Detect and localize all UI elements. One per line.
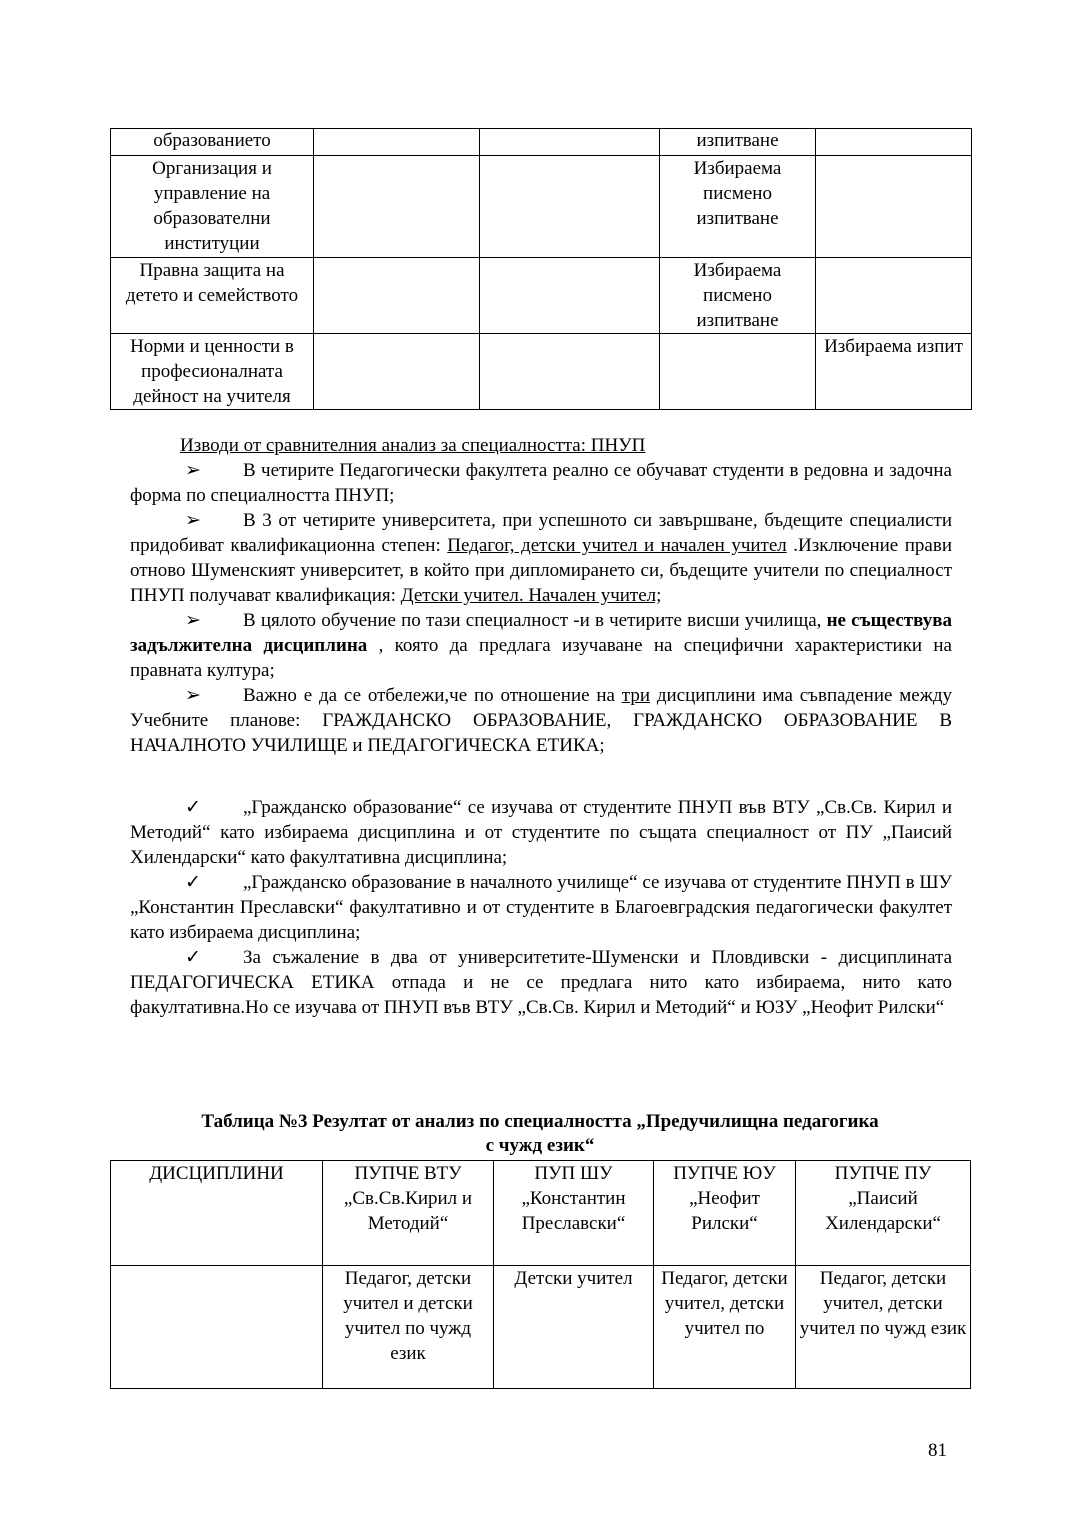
table-row xyxy=(111,156,972,258)
table-cell xyxy=(480,129,660,156)
table-cell xyxy=(314,156,480,258)
checkmark-icon: ✓ xyxy=(185,797,201,818)
header-cell: ДИСЦИПЛИНИ xyxy=(111,1161,323,1266)
table-row xyxy=(111,129,972,156)
paragraph-text: „Гражданско образование в началното училище“ се изучава от студентите ПНУП в ШУ „Константин Преславски“ факултативно и от студентите в Благоевградския педагогически факултет като избираема дисциплина; xyxy=(130,872,952,943)
table-cell xyxy=(314,129,480,156)
check-paragraph xyxy=(130,945,952,1020)
arrow-bullet-icon: ➢ xyxy=(185,510,201,531)
header-cell: ПУПЧЕ ЮУ „Неофит Рилски“ xyxy=(654,1161,796,1266)
table-cell xyxy=(480,258,660,334)
table-cell: изпитване xyxy=(660,129,816,156)
header-cell: ПУПЧЕ ВТУ „Св.Св.Кирил и Методий“ xyxy=(323,1161,494,1266)
underlined-text: Педагог, детски учител и начален учител xyxy=(447,535,787,556)
table-cell: Избираема изпит xyxy=(816,334,972,410)
check-paragraph xyxy=(130,795,952,870)
paragraph-text: дисциплини има съвпадение между Учебните планове: ГРАЖДАНСКО ОБРАЗОВАНИЕ, ГРАЖДАНСКО ОБРАЗОВАНИЕ В НАЧАЛНОТО УЧИЛИЩЕ и ПЕДАГОГИЧЕСКА ЕТИКА; xyxy=(130,685,952,756)
paragraph-text: „Гражданско образование“ се изучава от студентите ПНУП във ВТУ „Св.Св. Кирил и Методий“ като избираема дисциплина и от студентите по същата специалност от ПУ „Паисий Хилендарски“ като факултативна дисциплина; xyxy=(130,797,952,868)
bullet-paragraph xyxy=(130,608,952,683)
bullet-paragraph xyxy=(130,458,952,508)
check-paragraph xyxy=(130,870,952,945)
table-cell: Избираема писмено изпитване xyxy=(660,156,816,258)
table-row xyxy=(111,1266,971,1389)
section-heading xyxy=(130,433,952,458)
table-cell: Педагог, детски учител, детски учител по xyxy=(654,1266,796,1389)
bullet-paragraph xyxy=(130,683,952,758)
header-cell: ПУПЧЕ ПУ „Паисий Хилендарски“ xyxy=(796,1161,971,1266)
table-cell xyxy=(480,334,660,410)
header-cell: ПУП ШУ „Константин Преславски“ xyxy=(494,1161,654,1266)
arrow-bullet-icon: ➢ xyxy=(185,685,201,706)
table-cell: Норми и ценности в професионалната дейност на учителя xyxy=(111,334,314,410)
page-number: 81 xyxy=(928,1440,947,1461)
table-cell xyxy=(314,334,480,410)
paragraph-text: В четирите Педагогически факултета реално се обучават студенти в редовна и задочна форма по специалността ПНУП; xyxy=(130,460,952,506)
paragraph-text: В цялото обучение по тази специалност -и в четирите висши училища, xyxy=(243,610,827,631)
paragraph-text: , която да предлага изучаване на специфични характеристики на правната култура; xyxy=(130,635,952,681)
table-cell xyxy=(816,258,972,334)
table-cell xyxy=(816,129,972,156)
specialty-analysis-table xyxy=(110,1160,971,1389)
paragraph-text: За съжаление в два от университетите-Шуменски и Пловдивски - дисциплината ПЕДАГОГИЧЕСКА ЕТИКА отпада и не се предлага нито като избираема, нито като факултативна.Но се изучава от ПНУП във ВТУ „Св.Св. Кирил и Методий“ и ЮЗУ „Неофит Рилски“ xyxy=(130,947,952,1018)
paragraph-text: Важно е да се отбележи,че по отношение на xyxy=(243,685,622,706)
table-cell xyxy=(314,258,480,334)
table-cell: образованието xyxy=(111,129,314,156)
table-cell xyxy=(111,1266,323,1389)
table-header-row xyxy=(111,1161,971,1266)
table-title-line: с чужд език“ xyxy=(485,1135,595,1156)
arrow-bullet-icon: ➢ xyxy=(185,610,201,631)
disciplines-table-continued xyxy=(110,128,972,410)
underlined-text: Детски учител. Начален учител; xyxy=(400,585,662,606)
checkmark-icon: ✓ xyxy=(185,872,201,893)
table-cell: Детски учител xyxy=(494,1266,654,1389)
table-row xyxy=(111,334,972,410)
table-cell xyxy=(816,156,972,258)
table-row xyxy=(111,258,972,334)
table-cell: Избираема писмено изпитване xyxy=(660,258,816,334)
paragraph-text: В 3 от четирите университета, при успешното си завършване, бъдещите специалисти придобиват квалификационна степен: xyxy=(130,510,952,556)
table-title xyxy=(110,1110,970,1158)
table-cell: Педагог, детски учител и детски учител по чужд език xyxy=(323,1266,494,1389)
heading-text: Изводи от сравнителния анализ за специалността: ПНУП xyxy=(180,435,646,456)
table-cell: Правна защита на детето и семейството xyxy=(111,258,314,334)
table-cell: Педагог, детски учител, детски учител по чужд език xyxy=(796,1266,971,1389)
body-text xyxy=(130,433,952,1020)
arrow-bullet-icon: ➢ xyxy=(185,460,201,481)
underlined-text: три xyxy=(621,685,650,706)
bullet-paragraph xyxy=(130,508,952,608)
table-cell: Организация и управление на образователни институции xyxy=(111,156,314,258)
table-cell xyxy=(480,156,660,258)
table-cell xyxy=(660,334,816,410)
paragraph-text: .Изключение прави отново Шуменският университет, в който при дипломирането си, бъдещите учители по специалност ПНУП получават квалификация: xyxy=(130,535,952,606)
checkmark-icon: ✓ xyxy=(185,947,201,968)
bold-text: не съществува задължителна дисциплина xyxy=(130,610,953,656)
table-title-line: Таблица №3 Резултат от анализ по специалността „Предучилищна педагогика xyxy=(201,1111,879,1132)
